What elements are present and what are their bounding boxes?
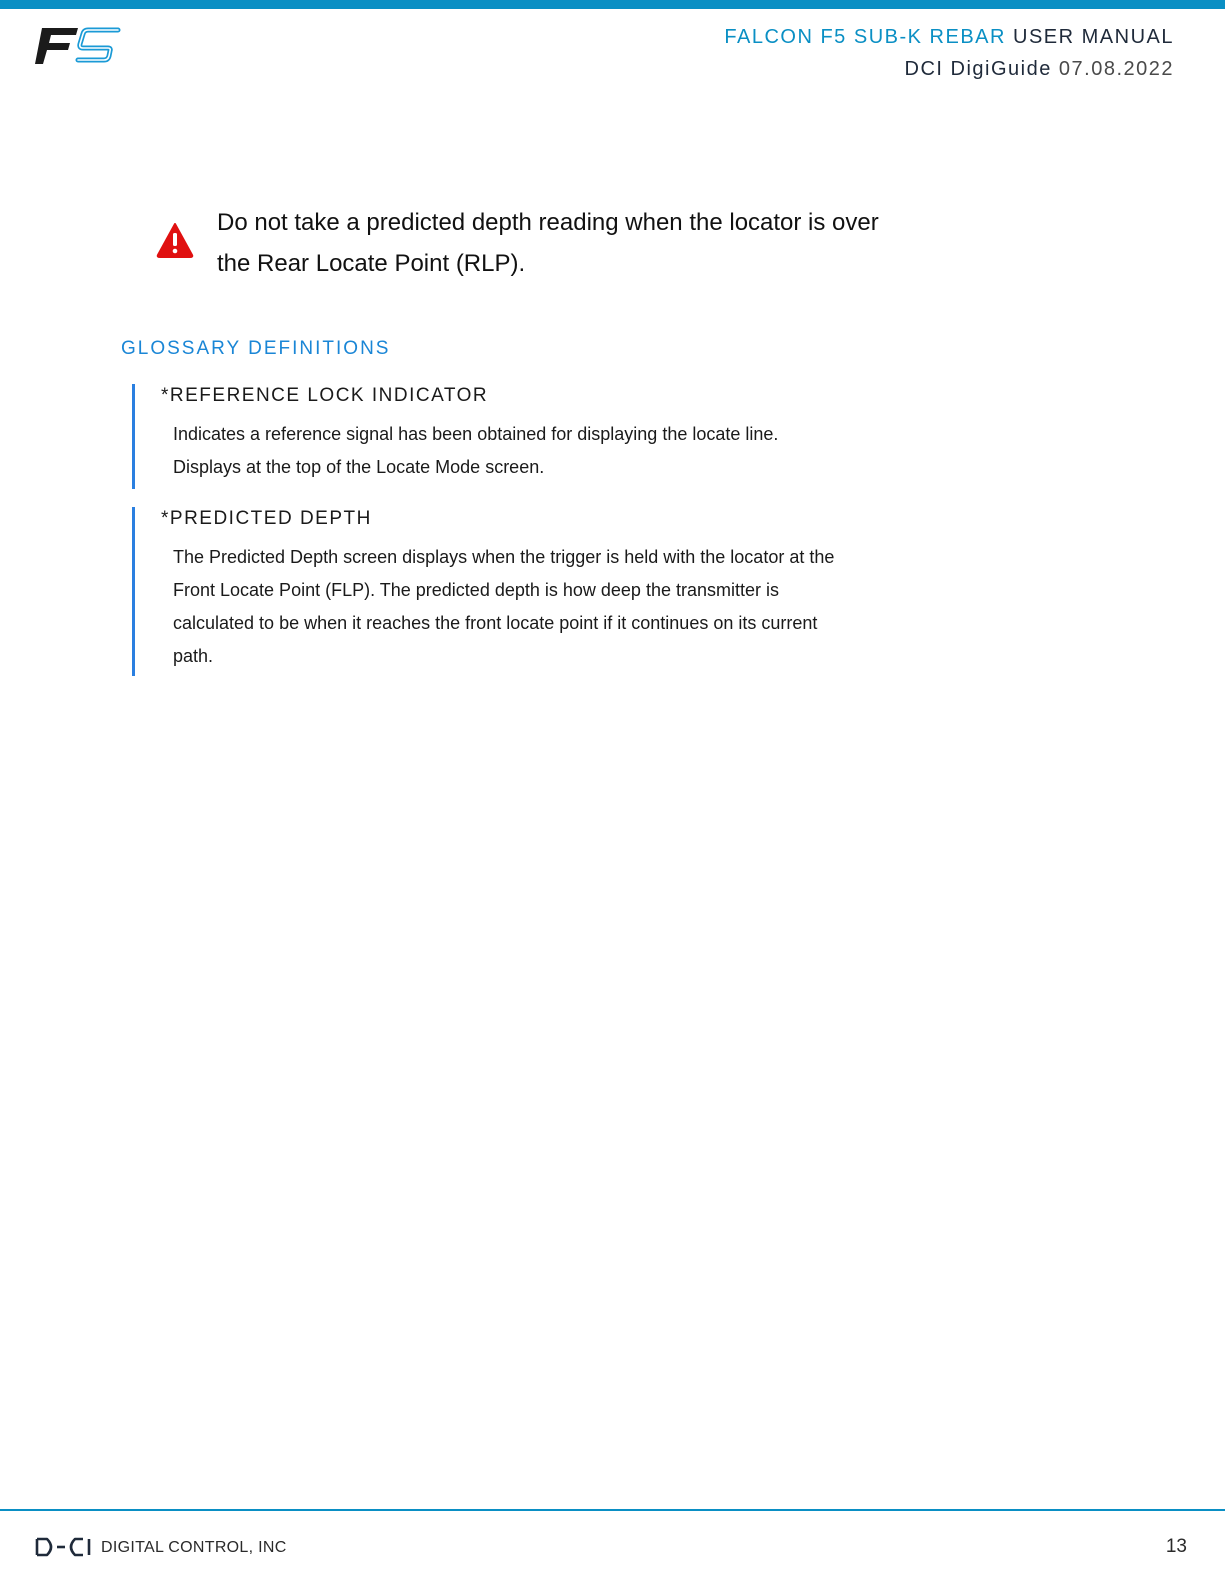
definition-line: calculated to be when it reaches the front locate point if it continues on its current [173,613,818,633]
warning-line-2: the Rear Locate Point (RLP). [217,250,526,277]
f5-logo [34,26,124,66]
glossary-entry-reference-lock [132,384,933,489]
warning-triangle-icon [156,222,194,258]
warning-text [217,202,917,284]
glossary-title: GLOSSARY DEFINITIONS [121,338,391,359]
document-header [724,24,1174,82]
top-accent-bar [0,0,1225,9]
header-subtitle [724,56,1174,82]
definition-line: Indicates a reference signal has been obtained for displaying the locate line. [173,424,779,444]
dci-logo [35,1537,91,1557]
glossary-entry-predicted-depth [132,507,933,676]
header-date: 07.08.2022 [1058,58,1174,80]
footer-divider [0,1509,1225,1511]
footer-company: DIGITAL CONTROL, INC [101,1539,287,1556]
header-title [724,24,1174,50]
header-guide-name: DCI DigiGuide [904,58,1052,80]
glossary-definition [173,541,933,673]
warning-line-1: Do not take a predicted depth reading when the locator is over [217,209,879,236]
header-product: FALCON F5 SUB-K REBAR [724,26,1006,48]
definition-line: path. [173,646,214,666]
definition-line: Displays at the top of the Locate Mode screen. [173,457,545,477]
definition-line: The Predicted Depth screen displays when the trigger is held with the locator at the [173,547,835,567]
page-number: 13 [1165,1536,1187,1557]
glossary-term: *REFERENCE LOCK INDICATOR [161,385,489,406]
definition-line: Front Locate Point (FLP). The predicted depth is how deep the transmitter is [173,580,779,600]
header-doc-type: USER MANUAL [1013,26,1174,48]
glossary-term: *PREDICTED DEPTH [161,508,372,529]
glossary-definition [173,418,933,484]
